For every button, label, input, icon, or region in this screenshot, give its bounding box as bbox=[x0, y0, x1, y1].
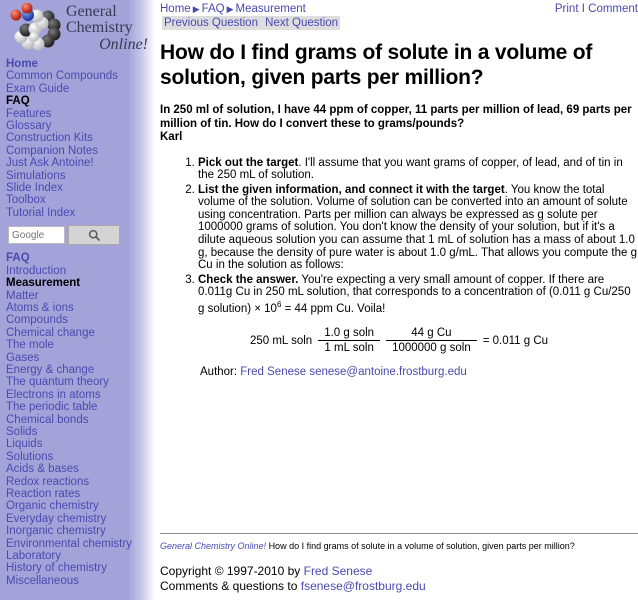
sidebar-item-everyday-chemistry[interactable]: Everyday chemistry bbox=[6, 512, 107, 525]
step-heading: Pick out the target bbox=[198, 156, 299, 169]
sidebar-item-the-periodic-table[interactable]: The periodic table bbox=[6, 401, 98, 414]
main-navigation bbox=[0, 58, 155, 219]
print-link[interactable]: Print bbox=[554, 3, 579, 15]
sidebar-item-acids-bases[interactable]: Acids & bases bbox=[6, 463, 79, 476]
breadcrumb-item-faq[interactable]: FAQ bbox=[201, 3, 225, 15]
footer-divider bbox=[160, 533, 638, 534]
breadcrumb-item-home[interactable]: Home bbox=[160, 3, 191, 15]
answer-step bbox=[198, 274, 638, 316]
faq-navigation bbox=[0, 252, 155, 587]
search-input[interactable] bbox=[8, 226, 65, 244]
sidebar-item-energy-change[interactable]: Energy & change bbox=[6, 363, 95, 376]
fraction-1-numerator: 1.0 g soln bbox=[324, 327, 375, 340]
search-icon bbox=[88, 229, 101, 242]
sidebar-item-reaction-rates[interactable]: Reaction rates bbox=[6, 488, 81, 500]
copyright-prefix: Copyright © 1997-2010 by bbox=[160, 564, 301, 578]
sidebar-item-simulations[interactable]: Simulations bbox=[6, 169, 66, 182]
sidebar-item-home[interactable]: Home bbox=[6, 58, 38, 70]
breadcrumb bbox=[160, 3, 306, 15]
question-pager bbox=[162, 16, 340, 30]
author-email-link[interactable]: senese@antoine.frostburg.edu bbox=[309, 366, 467, 379]
sidebar-item-the-mole[interactable]: The mole bbox=[6, 339, 54, 352]
sidebar-item-compounds[interactable]: Compounds bbox=[6, 314, 69, 327]
print-comment-links bbox=[555, 3, 638, 15]
step-heading-suffix: . bbox=[504, 183, 508, 196]
top-bar bbox=[160, 0, 638, 32]
step-heading: List the given information, and connect it with the target bbox=[198, 183, 505, 196]
breadcrumb-item-measurement[interactable]: Measurement bbox=[235, 3, 306, 15]
sidebar-item-laboratory[interactable]: Laboratory bbox=[6, 550, 61, 563]
question-author: Karl bbox=[160, 131, 183, 143]
sidebar-item-redox-reactions[interactable]: Redox reactions bbox=[6, 475, 90, 488]
footer-breadcrumb bbox=[160, 540, 638, 552]
sidebar-item-electrons-in-atoms[interactable]: Electrons in atoms bbox=[6, 388, 101, 401]
print-separator: I bbox=[581, 3, 585, 15]
sidebar-item-solutions[interactable]: Solutions bbox=[6, 450, 54, 463]
step-body: I'll assume that you want grams of copper, of lead, and of tin in the 250 mL of solution. bbox=[198, 156, 623, 182]
sidebar-item-miscellaneous[interactable]: Miscellaneous bbox=[6, 574, 79, 587]
sidebar-item-liquids[interactable]: Liquids bbox=[6, 438, 43, 451]
sidebar-item-chemical-bonds[interactable]: Chemical bonds bbox=[6, 413, 89, 426]
sidebar-item-slide-index[interactable]: Slide Index bbox=[6, 182, 63, 195]
answer-steps bbox=[160, 157, 638, 316]
question-text bbox=[160, 104, 638, 145]
answer-step bbox=[198, 157, 638, 182]
equation-result: = 0.011 g Cu bbox=[482, 334, 549, 347]
sidebar-item-measurement[interactable]: Measurement bbox=[6, 277, 81, 290]
copyright-author-link[interactable]: Fred Senese bbox=[303, 564, 373, 578]
sidebar-item-faq[interactable]: FAQ bbox=[6, 252, 30, 265]
equation-lead: 250 mL soln bbox=[249, 334, 313, 347]
step-body-post: = 44 ppm Cu. Voila! bbox=[281, 302, 386, 315]
previous-question-link[interactable]: Previous Question bbox=[164, 17, 258, 29]
comments-line bbox=[160, 579, 638, 594]
fraction-2-numerator: 44 g Cu bbox=[411, 327, 452, 340]
sidebar-item-tutorial-index[interactable]: Tutorial Index bbox=[6, 206, 76, 219]
next-question-link[interactable]: Next Question bbox=[265, 17, 339, 29]
sidebar-item-construction-kits[interactable]: Construction Kits bbox=[6, 132, 93, 145]
sidebar-item-introduction[interactable]: Introduction bbox=[6, 264, 67, 277]
molecule-logo-icon bbox=[4, 3, 66, 53]
page-footer bbox=[160, 533, 638, 594]
breadcrumb-separator-icon: ▶ bbox=[192, 4, 200, 14]
step-heading: Check the answer. bbox=[198, 273, 299, 286]
equation-fraction-2 bbox=[386, 327, 477, 354]
author-label: Author: bbox=[200, 366, 238, 379]
sidebar-item-companion-notes[interactable]: Companion Notes bbox=[6, 144, 99, 157]
sidebar-item-the-quantum-theory[interactable]: The quantum theory bbox=[6, 376, 109, 389]
site-logo[interactable] bbox=[0, 0, 155, 58]
sidebar-item-inorganic-chemistry[interactable]: Inorganic chemistry bbox=[6, 525, 106, 538]
logo-line-3: Online! bbox=[99, 35, 148, 53]
sidebar-item-history-of-chemistry[interactable]: History of chemistry bbox=[6, 562, 107, 575]
breadcrumb-separator-icon: ▶ bbox=[226, 4, 234, 14]
sidebar-item-just-ask-antoine[interactable]: Just Ask Antoine! bbox=[6, 157, 94, 170]
sidebar-item-exam-guide[interactable]: Exam Guide bbox=[6, 82, 70, 95]
step-heading-suffix: . bbox=[298, 156, 302, 169]
sidebar-item-faq[interactable]: FAQ bbox=[6, 95, 30, 108]
sidebar-item-gases[interactable]: Gases bbox=[6, 351, 40, 364]
sidebar-item-toolbox[interactable]: Toolbox bbox=[6, 194, 46, 207]
site-logo-wordmark bbox=[66, 4, 152, 53]
sidebar-item-features[interactable]: Features bbox=[6, 107, 52, 120]
search-button[interactable] bbox=[68, 225, 120, 245]
footer-site-link[interactable]: General Chemistry Online! bbox=[160, 541, 267, 551]
logo-line-1: General bbox=[66, 3, 117, 20]
sidebar-item-chemical-change[interactable]: Chemical change bbox=[6, 326, 95, 339]
author-name-link[interactable]: Fred Senese bbox=[240, 366, 307, 379]
equation-fraction-1 bbox=[318, 327, 380, 354]
search-form bbox=[8, 225, 155, 245]
step-body: You know the total volume of the solution. Volume of solution can be converted into an amount of solute using concentration. Parts per million can always be expressed as g solute per 1000000 grams of solution. You don't know the density of your solution, but if it's a dilute aqueous solution you can assume that 1 mL of solution has a mass of about 1.0 g, because the density of pure water is about 1.0 g/mL. That allows you compute the g Cu in the solution as follows: bbox=[198, 183, 637, 272]
question-body: In 250 ml of solution, I have 44 ppm of copper, 11 parts per million of lead, 69 parts per million of tin. How do I convert these to grams/pounds? bbox=[160, 104, 632, 130]
step-body-pre: You're expecting a very small amount of copper. If there are 0.011g Cu in 250 mL solution, that corresponds to a concentration of (0.011 g Cu/250 g solution) × 10 bbox=[198, 273, 631, 315]
main-content bbox=[160, 0, 638, 600]
sidebar-item-environmental-chemistry[interactable]: Environmental chemistry bbox=[6, 537, 132, 550]
comment-link[interactable]: Comment bbox=[588, 3, 638, 15]
page-title: How do I find grams of solute in a volume of solution, given parts per million? bbox=[160, 41, 593, 89]
fraction-1-denominator: 1 mL soln bbox=[318, 340, 379, 354]
sidebar-item-atoms-ions[interactable]: Atoms & ions bbox=[6, 301, 74, 314]
sidebar bbox=[0, 0, 155, 600]
fraction-2-denominator: 1000000 g soln bbox=[386, 340, 477, 354]
copyright-line bbox=[160, 564, 638, 579]
answer-step bbox=[198, 184, 638, 272]
sidebar-item-solids[interactable]: Solids bbox=[6, 425, 38, 438]
step-exponent: 6 bbox=[276, 300, 282, 310]
equation-display bbox=[160, 327, 638, 354]
sidebar-item-glossary[interactable]: Glossary bbox=[6, 120, 52, 133]
sidebar-item-matter[interactable]: Matter bbox=[6, 289, 39, 302]
comments-prefix: Comments & questions to bbox=[160, 579, 298, 593]
footer-page-ref: How do I find grams of solute in a volume of solution, given parts per million? bbox=[268, 541, 575, 551]
sidebar-item-common-compounds[interactable]: Common Compounds bbox=[6, 70, 118, 83]
sidebar-item-organic-chemistry[interactable]: Organic chemistry bbox=[6, 500, 99, 513]
author-line bbox=[200, 366, 638, 378]
comments-email-link[interactable]: fsenese@frostburg.edu bbox=[300, 579, 426, 593]
logo-line-2: Chemistry bbox=[66, 19, 133, 37]
copyright-block bbox=[160, 564, 638, 594]
